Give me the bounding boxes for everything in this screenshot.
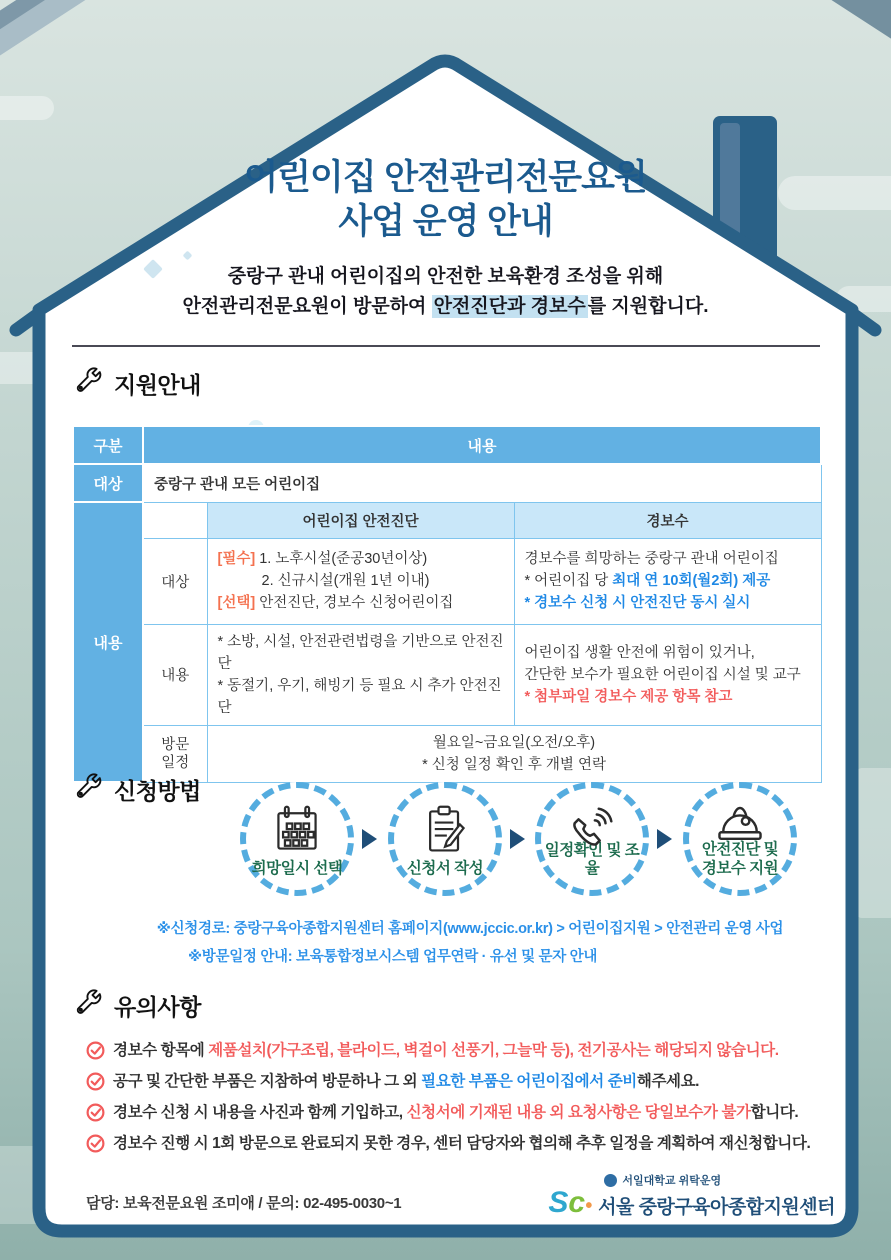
subtitle-highlight: 안전진단과 경보수 (433, 296, 586, 317)
support-info-table (72, 425, 822, 783)
notice-item-2: 공구 및 간단한 부품은 지참하여 방문하나 그 외 필요한 부품은 어린이집에서 준비해주세요. (86, 1071, 856, 1097)
table-sublabel-content: 내용 (143, 624, 207, 725)
apply-step-label: 안전진단 및 경보수 지원 (701, 841, 779, 877)
logo-mark: Sc• (548, 1186, 593, 1219)
header-divider (72, 345, 820, 347)
apply-note-schedule: ※방문일정 안내: 보육통합정보시스템 업무연락 · 유선 및 문자 안내 (188, 949, 598, 965)
apply-step-label: 신청서 작성 (406, 860, 484, 877)
wrench-icon (74, 988, 104, 1023)
page-title-line1: 어린이집 안전관리전문요원 (244, 158, 647, 197)
table-sublabel-visit-schedule: 방문 일정 (143, 725, 207, 782)
check-circle-icon (86, 1041, 105, 1066)
section-notes-heading (74, 988, 201, 1023)
apply-step-1 (240, 782, 354, 896)
logo-small-text: 서일대학교 위탁운영 (622, 1175, 722, 1187)
subtitle-line2-post: 를 지원합니다. (587, 296, 709, 317)
wrench-icon (74, 366, 104, 401)
check-circle-icon (86, 1103, 105, 1128)
table-cell-diagnosis-target: [필수] 1. 노후시설(준공30년이상) 2. 신규시설(개원 1년 이내) [선택] 안전진단, 경보수 신청어린이집 (207, 538, 514, 624)
org-logo (548, 1172, 835, 1219)
section-apply-heading (74, 772, 201, 807)
table-subheader-repair: 경보수 (514, 502, 821, 538)
safety-helmet-icon (689, 800, 791, 844)
apply-step-label: 일정확인 및 조율 (544, 842, 640, 877)
apply-step-4 (683, 782, 797, 896)
step-arrow-icon (510, 829, 525, 849)
calendar-icon (246, 802, 348, 858)
apply-step-label: 희망일시 선택 (251, 860, 343, 877)
phone-icon (541, 802, 643, 856)
table-row-target-label: 대상 (73, 464, 143, 502)
page-title-line2: 사업 운영 안내 (338, 202, 553, 241)
table-cell-empty (143, 502, 207, 538)
subtitle-line1: 중랑구 관내 어린이집의 안전한 보육환경 조성을 위해 (227, 266, 664, 287)
table-header-gubun: 구분 (73, 426, 143, 464)
table-cell-diagnosis-content: * 소방, 시설, 안전관련법령을 기반으로 안전진단 * 동절기, 우기, 해빙기 등 필요 시 추가 안전진단 (207, 624, 514, 725)
page-title (46, 156, 845, 244)
logo-main-text: 서울 중랑구육아종합지원센터 (598, 1197, 835, 1218)
step-arrow-icon (657, 829, 672, 849)
table-subheader-diagnosis: 어린이집 안전진단 (207, 502, 514, 538)
footer-contact: 담당: 보육전문요원 조미애 / 문의: 02-495-0030~1 (86, 1195, 402, 1212)
apply-step-3 (535, 782, 649, 896)
wrench-icon (74, 772, 104, 807)
check-circle-icon (86, 1072, 105, 1097)
table-cell-repair-target: 경보수를 희망하는 중랑구 관내 어린이집 * 어린이집 당 최대 연 10회(월2회) 제공 * 경보수 신청 시 안전진단 동시 실시 (514, 538, 821, 624)
notice-item-4: 경보수 진행 시 1회 방문으로 완료되지 못한 경우, 센터 담당자와 협의해 추후 일정을 계획하여 재신청합니다. (86, 1133, 856, 1159)
apply-step-2 (388, 782, 502, 896)
table-cell-repair-content: 어린이집 생활 안전에 위험이 있거나, 간단한 보수가 필요한 어린이집 시설 및 교구 * 첨부파일 경보수 제공 항목 참고 (514, 624, 821, 725)
notice-item-1: 경보수 항목에 제품설치(가구조립, 블라이드, 벽걸이 선풍기, 그늘막 등), 전기공사는 해당되지 않습니다. (86, 1040, 856, 1066)
section-support-title: 지원안내 (114, 372, 201, 398)
section-apply-title: 신청방법 (114, 778, 201, 804)
table-cell-visit-schedule: 월요일~금요일(오전/오후) * 신청 일정 확인 후 개별 연락 (207, 725, 821, 782)
check-circle-icon (86, 1134, 105, 1159)
subtitle-line2-pre: 안전관리전문요원이 방문하여 (182, 296, 432, 317)
notice-item-3: 경보수 신청 시 내용을 사진과 함께 기입하고, 신청서에 기재된 내용 외 요청사항은 당일보수가 불가합니다. (86, 1102, 856, 1128)
page-subtitle (46, 262, 845, 322)
required-tag: [필수] (217, 551, 256, 567)
university-seal-icon (604, 1174, 617, 1187)
table-sublabel-target: 대상 (143, 538, 207, 624)
table-header-naeyong: 내용 (143, 426, 821, 464)
section-notes-title: 유의사항 (114, 994, 201, 1020)
optional-tag: [선택] (217, 595, 256, 611)
subtitle-line2 (46, 292, 845, 322)
table-row-content-label: 내용 (73, 502, 143, 782)
step-arrow-icon (362, 829, 377, 849)
table-row-target-value: 중랑구 관내 모든 어린이집 (143, 464, 821, 502)
section-support-heading (74, 366, 201, 401)
apply-note-path: ※신청경로: 중랑구육아종합지원센터 홈페이지(www.jccic.or.kr) > 어린이집지원 > 안전관리 운영 사업 (156, 921, 784, 937)
form-pencil-icon (394, 802, 496, 858)
